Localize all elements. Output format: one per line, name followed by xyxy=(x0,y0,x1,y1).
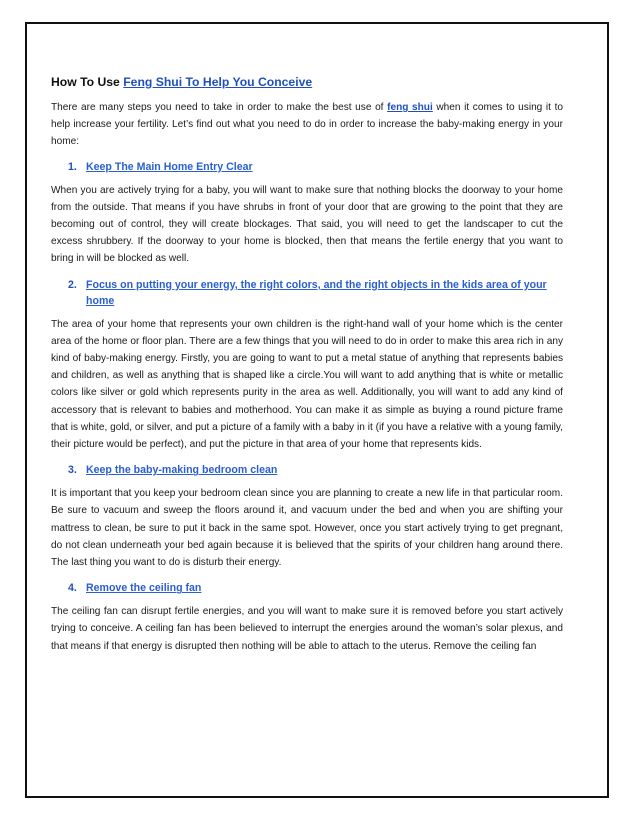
intro-text-before: There are many steps you need to take in order to make the best use of xyxy=(51,102,388,113)
list-number: 4. xyxy=(68,582,77,595)
section-paragraph: When you are actively trying for a baby, you will want to make sure that nothing blocks the doorway to your home from the outside. That means if you have shrubs in front of your door that are growing to the point that they are becoming out of control, they will create blockages. That said, you will need to get the landscaper to cut the excess shrubbery. If the doorway to your home is blocked, then that means the fertile energy that you want to bring in will be blocked as well. xyxy=(51,184,563,265)
title-link[interactable]: Feng Shui To Help You Conceive xyxy=(123,75,313,89)
section-heading-link[interactable]: Focus on putting your energy, the right colors, and the right objects in the kids area of your home xyxy=(86,278,547,307)
section-paragraph: The ceiling fan can disrupt fertile energies, and you will want to make sure it is removed before you start actively trying to conceive. A ceiling fan has been believed to interrupt the energies around the woman’s solar plexus, and that means if that energy is disrupted then nothing will be able to attach to the uterus. Remove the ceiling fan xyxy=(51,606,563,652)
section-paragraph: The area of your home that represents your own children is the right-hand wall of your home which is the center area of the home or floor plan. There are a few things that you will need to do in order to make this area rich in any kind of baby-making energy. Firstly, you are going to want to put a metal statue of anything that represents babies and children, as well as anything that is shaped like a circle.You will want to add anything that is white or metallic colors like silver or gold which represents purity in the area as well. Additionally, you will want to add any kind of accessory that is relevant to babies and motherhood. You can make it as simple as buying a round picture frame that is white, gold, or silver, and put a picture of a family with a baby in it (if you have a relative with a young family, their picture would be perfect), and put the picture in that area of your home that represents kids. xyxy=(51,318,563,451)
intro-paragraph xyxy=(51,99,563,151)
section-heading-link[interactable]: Keep the baby-making bedroom clean xyxy=(86,464,278,477)
list-number: 1. xyxy=(68,160,77,173)
title-prefix: How To Use xyxy=(51,75,124,89)
section-heading-link[interactable]: Remove the ceiling fan xyxy=(86,582,202,595)
section-paragraph: It is important that you keep your bedroom clean since you are planning to create a new life in that particular room. Be sure to vacuum and sweep the floors around it, and vacuum under the bed and when you are shifting your mattress to clean, be sure to put it back in the same spot. However, once you start actively trying to get pregnant, do not clean underneath your bed again because it is believed that the spirits of your children hang around there. The last thing you want to do is disturb their energy. xyxy=(51,488,563,569)
intro-text-after: when it comes to using it to help increase your fertility. Let’s find out what you need to do in order to increase the baby-making energy in your home: xyxy=(51,102,563,148)
list-item xyxy=(51,580,563,596)
list-item xyxy=(51,462,563,478)
list-item xyxy=(51,277,563,309)
feng-shui-link[interactable]: feng shui xyxy=(387,102,433,113)
list-number: 2. xyxy=(68,278,77,291)
page-title xyxy=(51,74,563,90)
list-number: 3. xyxy=(68,464,77,477)
list-item xyxy=(51,159,563,175)
section-heading-link[interactable]: Keep The Main Home Entry Clear xyxy=(86,160,253,173)
document-body xyxy=(51,74,563,664)
